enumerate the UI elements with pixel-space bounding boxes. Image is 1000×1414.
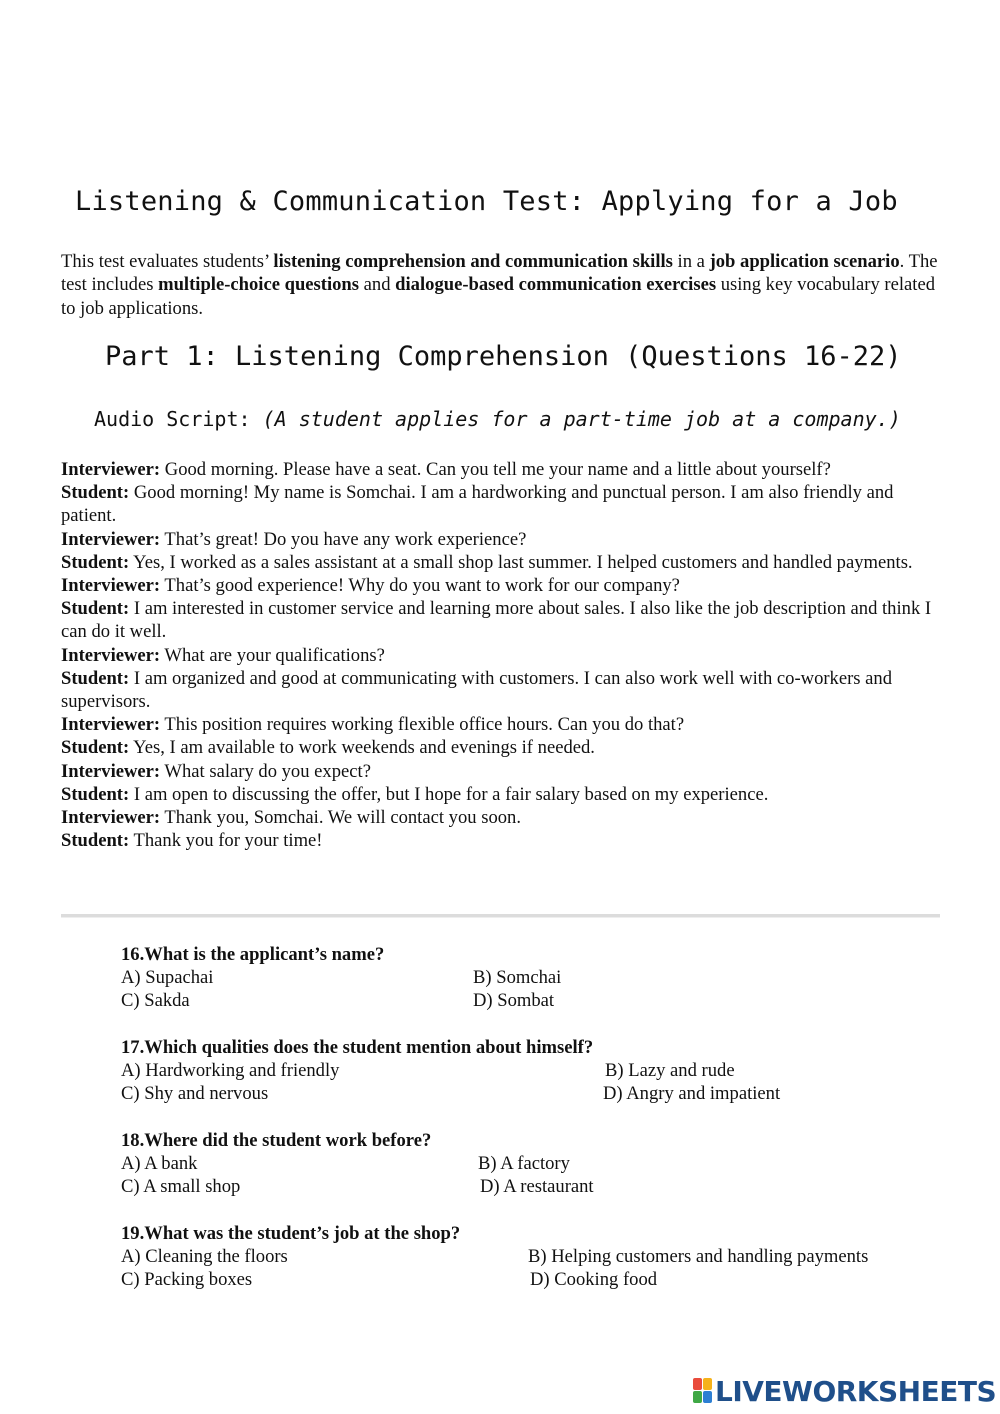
speaker-label: Interviewer: xyxy=(61,714,161,736)
dialogue-line xyxy=(61,783,951,806)
question-text: 17.Which qualities does the student mention about himself? xyxy=(121,1037,594,1058)
dialogue-line xyxy=(61,644,951,667)
speaker-label: Interviewer: xyxy=(61,807,161,829)
intro-text: in a xyxy=(672,251,710,272)
intro-bold-phrase: job application scenario xyxy=(709,251,900,272)
intro-text: This test evaluates students’ xyxy=(61,251,274,272)
question-text: 16.What is the applicant’s name? xyxy=(121,944,385,965)
dialogue-text: Thank you, Somchai. We will contact you soon. xyxy=(160,807,521,829)
option-a[interactable]: A) Hardworking and friendly xyxy=(121,1060,340,1081)
dialogue-text: What salary do you expect? xyxy=(160,760,371,782)
intro-bold-phrase: multiple-choice questions xyxy=(158,274,360,296)
dialogue-text: Yes, I am available to work weekends and evenings if needed. xyxy=(129,737,595,759)
dialogue-line xyxy=(61,760,951,783)
intro-text: using key vocabulary related to job applications. xyxy=(61,274,935,319)
speaker-label: Interviewer: xyxy=(61,760,161,782)
intro-text: . The test includes xyxy=(61,251,938,296)
question-text: 18.Where did the student work before? xyxy=(121,1130,432,1151)
dialogue-text: What are your qualifications? xyxy=(160,644,385,666)
liveworksheets-logo xyxy=(693,1376,996,1406)
dialogue-text: That’s good experience! Why do you want to work for our company? xyxy=(160,575,680,597)
dialogue-text: I am interested in customer service and learning more about sales. I also like the job description and think I can do it well. xyxy=(61,598,932,643)
option-b[interactable]: B) A factory xyxy=(478,1153,570,1174)
liveworksheets-logo-text: LIVEWORKSHEETS xyxy=(715,1374,997,1408)
dialogue-text: Good morning. Please have a seat. Can you tell me your name and a little about yourself? xyxy=(160,459,831,480)
intro-text: and xyxy=(359,274,396,296)
speaker-label: Student: xyxy=(61,551,130,573)
dialogue-line xyxy=(61,597,951,643)
dialogue-transcript xyxy=(61,458,951,852)
option-c[interactable]: C) A small shop xyxy=(121,1176,241,1197)
option-c[interactable]: C) Sakda xyxy=(121,990,190,1011)
speaker-label: Student: xyxy=(61,830,130,852)
option-d[interactable]: D) Angry and impatient xyxy=(603,1083,781,1104)
option-a[interactable]: A) A bank xyxy=(121,1153,198,1174)
dialogue-text: That’s great! Do you have any work experience? xyxy=(160,528,527,550)
option-b[interactable]: B) Helping customers and handling payments xyxy=(528,1246,869,1267)
speaker-label: Interviewer: xyxy=(61,528,161,550)
option-a[interactable]: A) Cleaning the floors xyxy=(121,1246,288,1267)
audio-script-label: Audio Script: xyxy=(94,407,263,431)
speaker-label: Student: xyxy=(61,598,130,620)
speaker-label: Interviewer: xyxy=(61,459,161,480)
dialogue-line xyxy=(61,806,951,829)
audio-script-line xyxy=(94,407,901,431)
dialogue-line xyxy=(61,829,951,852)
option-c[interactable]: C) Packing boxes xyxy=(121,1269,253,1290)
part1-title: Part 1: Listening Comprehension (Questions 16-22) xyxy=(105,341,902,372)
dialogue-line xyxy=(61,736,951,759)
liveworksheets-logo-icon xyxy=(693,1378,713,1404)
audio-script-description: (A student applies for a part-time job at a company.) xyxy=(262,407,901,431)
dialogue-text: This position requires working flexible office hours. Can you do that? xyxy=(160,714,685,736)
speaker-label: Interviewer: xyxy=(61,644,161,666)
dialogue-line xyxy=(61,481,951,527)
question-text: 19.What was the student’s job at the shop? xyxy=(121,1223,461,1244)
question-18 xyxy=(121,1129,821,1199)
question-17 xyxy=(121,1036,881,1106)
speaker-label: Interviewer: xyxy=(61,575,161,597)
speaker-label: Student: xyxy=(61,783,130,805)
speaker-label: Student: xyxy=(61,737,130,759)
option-a[interactable]: A) Supachai xyxy=(121,967,214,988)
dialogue-line xyxy=(61,574,951,597)
question-16 xyxy=(121,943,821,1013)
dialogue-text: I am organized and good at communicating with customers. I can also work well with co-workers and supervisors. xyxy=(61,667,893,713)
intro-bold-phrase: dialogue-based communication exercises xyxy=(395,274,717,296)
dialogue-line xyxy=(61,667,951,713)
dialogue-text: Thank you for your time! xyxy=(129,830,323,852)
speaker-label: Student: xyxy=(61,482,130,504)
dialogue-line xyxy=(61,528,951,551)
intro-paragraph xyxy=(61,250,951,320)
option-b[interactable]: B) Somchai xyxy=(473,967,562,988)
option-c[interactable]: C) Shy and nervous xyxy=(121,1083,269,1104)
question-19 xyxy=(121,1222,921,1292)
option-d[interactable]: D) A restaurant xyxy=(480,1176,594,1197)
dialogue-line xyxy=(61,713,951,736)
option-d[interactable]: D) Cooking food xyxy=(530,1269,658,1290)
option-d[interactable]: D) Sombat xyxy=(473,990,555,1011)
intro-bold-phrase: listening comprehension and communication skills xyxy=(273,251,673,272)
dialogue-text: I am open to discussing the offer, but I hope for a fair salary based on my experience. xyxy=(129,783,769,805)
section-divider xyxy=(61,914,940,918)
dialogue-text: Yes, I worked as a sales assistant at a small shop last summer. I helped customers and handled payments. xyxy=(129,551,913,573)
dialogue-text: Good morning! My name is Somchai. I am a hardworking and punctual person. I am also friendly and patient. xyxy=(61,482,894,527)
dialogue-line xyxy=(61,458,951,481)
speaker-label: Student: xyxy=(61,667,130,689)
option-b[interactable]: B) Lazy and rude xyxy=(605,1060,735,1081)
dialogue-line xyxy=(61,551,951,574)
worksheet-title: Listening & Communication Test: Applying for a Job xyxy=(75,186,898,217)
